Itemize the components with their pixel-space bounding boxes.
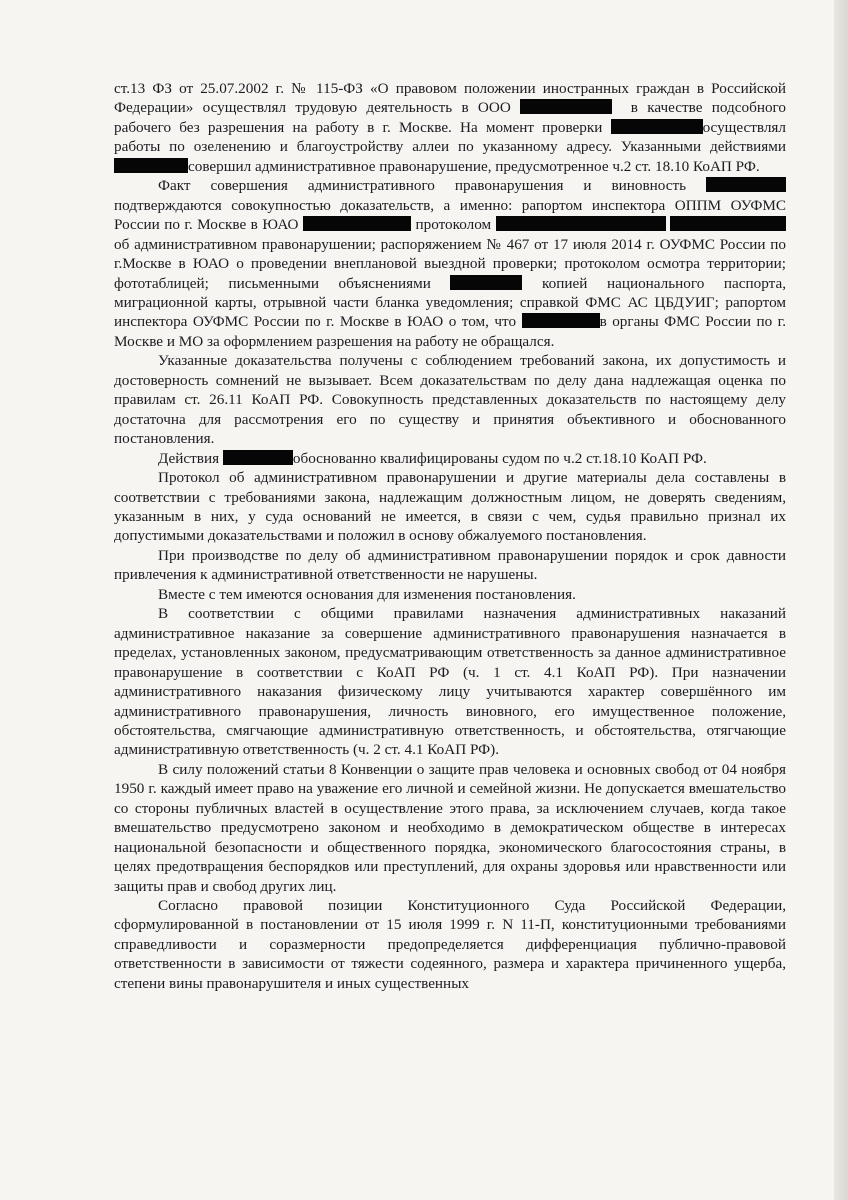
paragraph: Указанные доказательства получены с соблюдением требований закона, их допустимость и достоверность сомнений не вызывает. Всем доказательствам по делу дана надлежащая оценка по правилам ст. 26.11 КоАП РФ. Совокупность представленных доказательств по настоящему делу достаточна для рассмотрения его по существу и принятия объективного и обоснованного постановления.: [114, 352, 786, 448]
paragraph: Протокол об административном правонарушении и другие материалы дела составлены в соответствии с требованиями закона, надлежащим должностным лицом, не доверять сведениям, указанным в них, у суда оснований не имеется, в связи с чем, судья правильно признал их допустимыми доказательствами и положил в основу обжалуемого постановления.: [114, 469, 786, 545]
redaction: [670, 216, 786, 231]
redaction: [611, 119, 703, 134]
redaction: [303, 216, 411, 231]
paragraph: ст.13 ФЗ от 25.07.2002 г. № 115-ФЗ «О правовом положении иностранных граждан в Российской Федерации» осуществлял трудовую деятельность в ООО в качестве подсобного рабочего без разрешения на работу в г. Москве. На момент проверки осуществлял работы по озеленению и благоустройству аллеи по указанному адресу. Указанными действиямисовершил административное правонарушение, предусмотренное ч.2 ст. 18.10 КоАП РФ.: [114, 80, 787, 175]
redaction: [450, 275, 522, 290]
paragraph: В силу положений статьи 8 Конвенции о защите прав человека и основных свобод от 04 ноября 1950 г. каждый имеет право на уважение его личной и семейной жизни. Не допускается вмешательство со стороны публичных властей в осуществление этого права, за исключением случаев, когда такое вмешательство предусмотрено законом и необходимо в демократическом обществе в интересах национальной безопасности и общественного порядка, экономического благосостояния страны, в целях предотвращения беспорядков или преступлений, для охраны здоровья или нравственности или защиты прав и свобод других лиц.: [114, 760, 786, 895]
page-edge: [834, 0, 848, 1200]
paragraph: В соответствии с общими правилами назначения административных наказаний административное наказание за совершение административного правонарушения назначается в пределах, установленных законом, предусматривающим ответственность за данное административное правонарушение в соответствии с КоАП РФ (ч. 1 ст. 4.1 КоАП РФ). При назначении административного наказания физическому лицу учитываются характер совершённого им административного правонарушения, личность виновного, его имущественное положение, обстоятельства, смягчающие административную ответственность, и обстоятельства, отягчающие административную ответственность (ч. 2 ст. 4.1 КоАП РФ).: [114, 605, 786, 759]
redaction: [522, 313, 600, 328]
paragraph: При производстве по делу об административном правонарушении порядок и срок давности привлечения к административной ответственности не нарушены.: [114, 546, 786, 584]
paragraph: Действия обоснованно квалифицированы судом по ч.2 ст.18.10 КоАП РФ.: [158, 449, 707, 467]
redaction: [496, 216, 666, 231]
document-body: [114, 79, 786, 993]
paragraph: Согласно правовой позиции Конституционного Суда Российской Федерации, сформулированной в постановлении от 15 июля 1999 г. N 11-П, конституционными требованиями справедливости и соразмерности предопределяется дифференциация публично-правовой ответственности в зависимости от тяжести содеянного, размера и характера причиненного ущерба, степени вины правонарушителя и иных существенных: [114, 897, 786, 992]
paragraph: Факт совершения административного правонарушения и виновность подтверждаются совокупностью доказательств, а именно: рапортом инспектора ОППМ ОУФМС России по г. Москве в ЮАО протоколом об административном правонарушении; распоряжением № 467 от 17 июля 2014 г. ОУФМС России по г.Москве в ЮАО о проведении внеплановой выездной проверки; протоколом осмотра территории; фототаблицей; письменными объяснениями копией национального паспорта, миграционной карты, отрывной части бланка уведомления; справкой ФМС АС ЦБДУИГ; рапортом инспектора ОУФМС России по г. Москве в ЮАО о том, что в органы ФМС России по г. Москве и МО за оформлением разрешения на работу не обращался.: [114, 177, 786, 350]
redaction: [223, 450, 293, 465]
redaction: [520, 99, 612, 114]
redaction: [114, 158, 188, 173]
redaction: [706, 177, 786, 192]
paragraph: Вместе с тем имеются основания для изменения постановления.: [158, 585, 576, 603]
